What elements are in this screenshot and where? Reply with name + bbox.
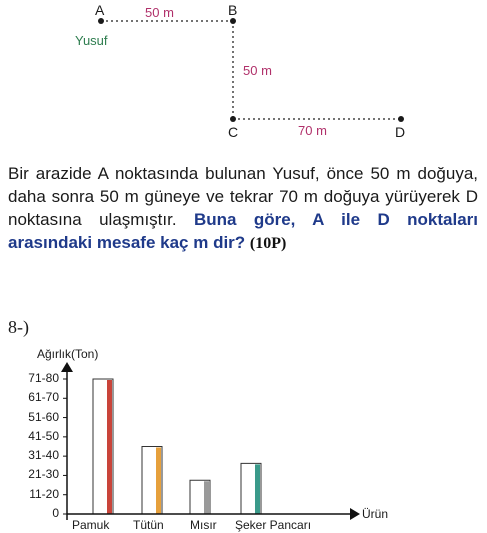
distance-bc: 50 m [243, 63, 272, 78]
y-tick-label: 11-20 [29, 486, 59, 501]
problem-question: Buna göre, A ile D noktaları arasındaki mesafe kaç m dir? [8, 210, 478, 252]
y-tick-label: 31-40 [28, 448, 59, 463]
bar-color-stripe [255, 464, 260, 514]
bar-chart [0, 340, 487, 533]
bar-color-stripe [107, 380, 112, 514]
category-label: Şeker Pancarı [235, 518, 312, 532]
x-axis-arrow [350, 508, 360, 520]
y-axis-arrow [61, 362, 73, 372]
category-label: Pamuk [72, 518, 110, 532]
bar-color-stripe [204, 481, 209, 514]
bar-color-stripe [156, 448, 161, 515]
distance-cd: 70 m [298, 123, 327, 138]
y-tick-label: 51-60 [28, 409, 59, 424]
point-d-label: D [395, 124, 406, 140]
point-a-label: A [95, 2, 105, 18]
person-name: Yusuf [75, 33, 108, 48]
question-number: 8-) [8, 317, 29, 337]
point-c-marker [230, 116, 236, 122]
problem-text [8, 162, 478, 255]
y-axis-title: Ağırlık(Ton) [37, 347, 99, 361]
y-tick-label: 21-30 [28, 467, 59, 482]
point-c-label: C [228, 124, 239, 140]
y-tick-label: 0 [52, 506, 59, 520]
point-b-marker [230, 18, 236, 24]
point-d-marker [398, 116, 404, 122]
y-tick-label: 61-70 [28, 390, 59, 405]
x-axis-title: Ürün [362, 507, 389, 521]
category-label: Mısır [190, 518, 217, 532]
problem-statement: Bir arazide A noktasında bulunan Yusuf, önce 50 m doğuya, daha sonra 50 m güneye ve tekrar 70 m doğuya yürüyerek D noktasına ulaşmıştır. [8, 164, 478, 229]
point-b-label: B [228, 2, 238, 18]
y-tick-label: 41-50 [28, 428, 59, 443]
point-a-marker [98, 18, 104, 24]
y-tick-label: 71-80 [28, 371, 59, 385]
problem-points: (10P) [249, 235, 287, 252]
distance-ab: 50 m [145, 5, 174, 20]
category-label: Tütün [133, 518, 164, 532]
